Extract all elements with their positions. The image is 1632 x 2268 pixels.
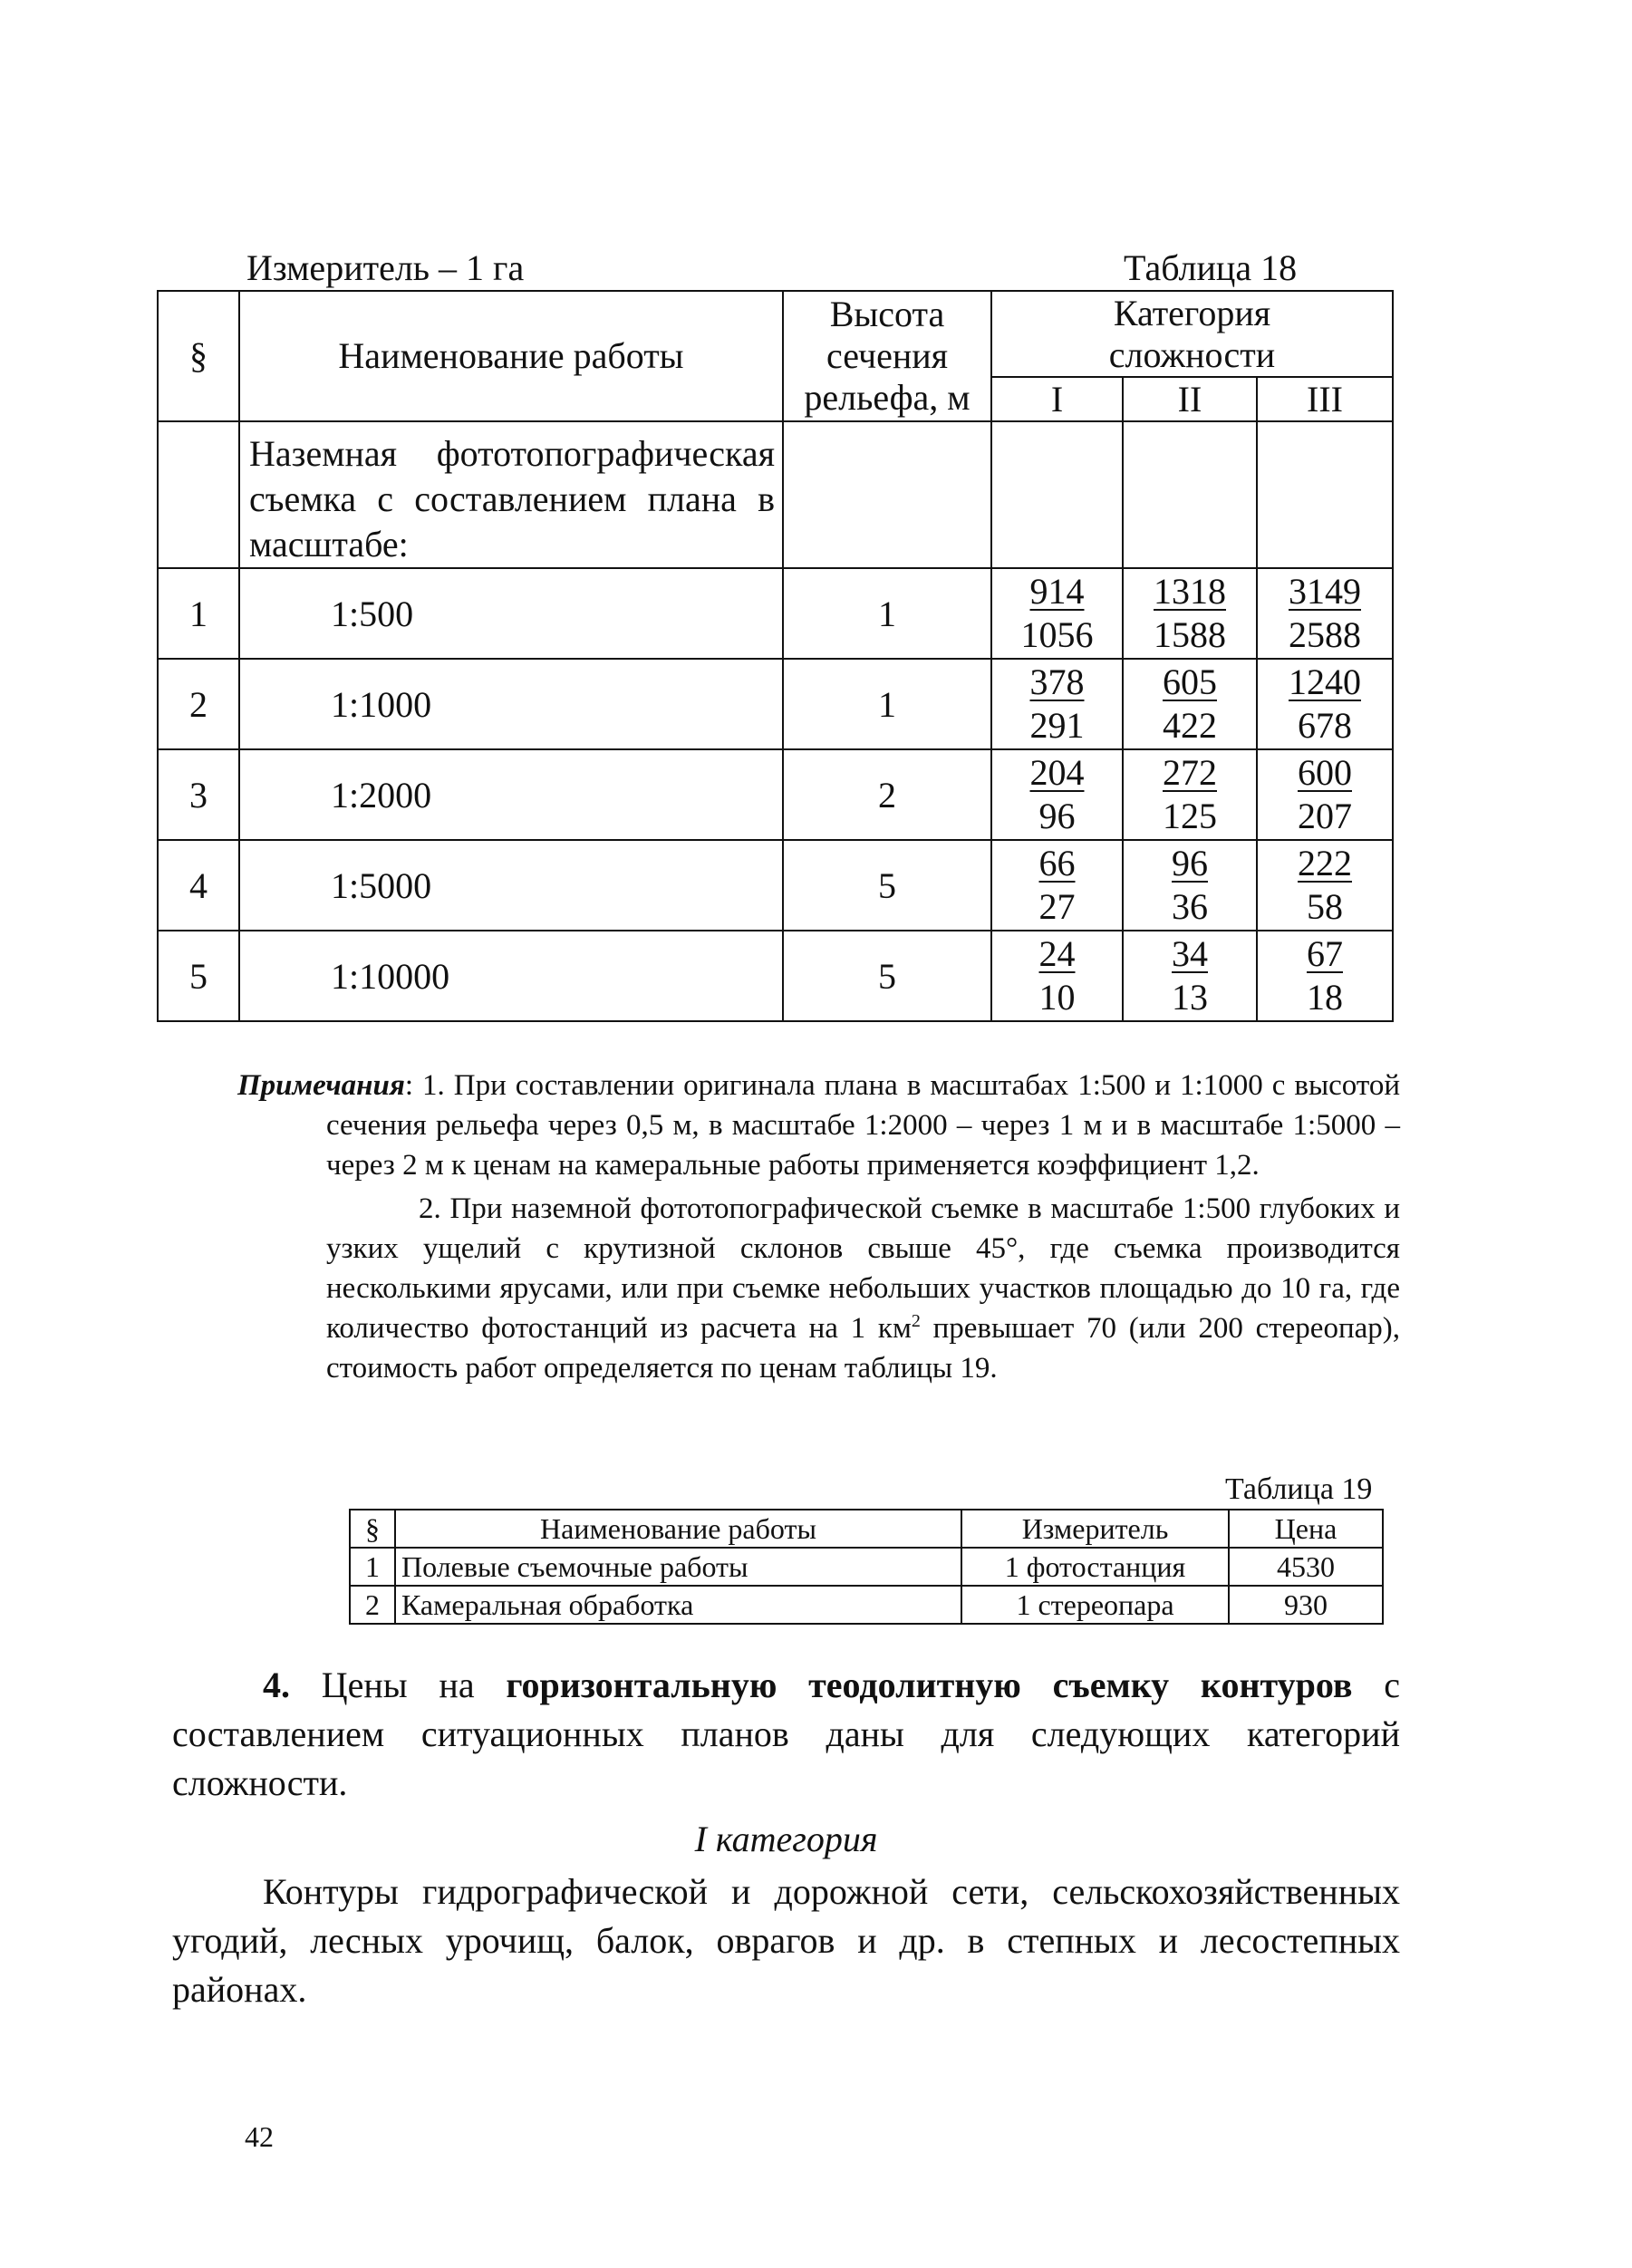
row-cat2-price: [1123, 931, 1257, 1021]
t19-row-measure: 1 стереопара: [961, 1586, 1229, 1624]
table-row: [158, 568, 1393, 659]
row-num: 5: [158, 931, 239, 1021]
header-category-line1: Категория: [1113, 292, 1271, 333]
note-2-text-b: превышает 70 (или 200 стереопар), стоимость работ определяется по ценам таблицы 19.: [326, 1312, 1401, 1385]
table-row: [158, 749, 1393, 840]
section-4-intro: [172, 1661, 1400, 1808]
office-price: 291: [1029, 705, 1085, 746]
note-1: Примечания: 1. При составлении оригинала плана в масштабах 1:500 и 1:1000 с высотой сечения рельефа через 0,5 м, в масштабе 1:2000 – через 1 м и в масштабе 1:5000 – через 2 м к ценам на камеральные работы применяется коэффициент 1,2.: [237, 1069, 1401, 1182]
row-cat3-price: [1257, 659, 1393, 749]
field-price: 272: [1163, 752, 1217, 793]
t19-header-name: Наименование работы: [395, 1510, 961, 1548]
field-price: 1318: [1154, 571, 1226, 612]
field-price: 96: [1172, 843, 1208, 883]
row-cat1-price: [991, 659, 1123, 749]
row-height: 2: [783, 749, 991, 840]
row-scale: 1:5000: [239, 840, 783, 931]
field-price: 378: [1029, 661, 1085, 702]
row-scale: 1:2000: [239, 749, 783, 840]
field-price: 24: [1038, 933, 1076, 974]
page-number: 42: [245, 2120, 274, 2153]
t19-row-measure: 1 фотостанция: [961, 1548, 1229, 1586]
note-2-superscript: 2: [911, 1311, 921, 1331]
t19-row-num: 2: [350, 1586, 395, 1624]
row-height: 5: [783, 931, 991, 1021]
office-price: 13: [1172, 977, 1208, 1018]
header-category: [991, 291, 1393, 377]
row-cat1-price: [991, 840, 1123, 931]
row-num: 4: [158, 840, 239, 931]
notes-label: Примечания: [237, 1069, 405, 1102]
field-price: 222: [1298, 843, 1352, 883]
office-price: 2588: [1289, 614, 1361, 655]
note-2: [237, 1189, 1400, 1388]
table-18: [157, 290, 1394, 1022]
t19-row-num: 1: [350, 1548, 395, 1586]
field-price: 600: [1298, 752, 1352, 793]
table18-measure: Измеритель – 1 га: [246, 247, 525, 288]
row-cat3-price: [1257, 749, 1393, 840]
office-price: 207: [1298, 796, 1352, 836]
table-row: [158, 840, 1393, 931]
row-cat3-price: [1257, 840, 1393, 931]
row-scale: 1:500: [239, 568, 783, 659]
intro-text: Наземная фототопографическая съемка с составлением плана в масштабе:: [239, 421, 783, 568]
t19-row-price: 4530: [1229, 1548, 1383, 1586]
field-price: 3149: [1289, 571, 1361, 612]
header-height-line3: рельефа, м: [804, 377, 971, 418]
office-price: 96: [1038, 796, 1076, 836]
header-cat3: III: [1257, 377, 1393, 421]
row-num: 1: [158, 568, 239, 659]
header-name: Наименование работы: [239, 291, 783, 421]
notes: [237, 1066, 1400, 1388]
row-scale: 1:10000: [239, 931, 783, 1021]
table-19: [349, 1509, 1384, 1625]
table-row: [158, 931, 1393, 1021]
office-price: 422: [1163, 705, 1217, 746]
row-cat1-price: [991, 568, 1123, 659]
section-4-number: 4.: [263, 1665, 290, 1705]
row-height: 1: [783, 568, 991, 659]
row-cat2-price: [1123, 749, 1257, 840]
header-num: §: [158, 291, 239, 421]
table-row: [350, 1586, 1383, 1624]
header-height: [783, 291, 991, 421]
category-heading: I категория: [694, 1819, 878, 1859]
row-cat2-price: [1123, 659, 1257, 749]
row-cat2-price: [1123, 840, 1257, 931]
row-cat3-price: [1257, 568, 1393, 659]
t19-header-measure: Измеритель: [961, 1510, 1229, 1548]
office-price: 36: [1172, 886, 1208, 927]
header-height-line2: сечения: [826, 335, 949, 376]
section-4: [172, 1661, 1400, 2014]
office-price: 10: [1038, 977, 1076, 1018]
header-cat1: I: [991, 377, 1123, 421]
t19-row-name: Камеральная обработка: [395, 1586, 961, 1624]
row-scale: 1:1000: [239, 659, 783, 749]
row-cat1-price: [991, 749, 1123, 840]
row-cat3-price: [1257, 931, 1393, 1021]
office-price: 1588: [1154, 614, 1226, 655]
field-price: 1240: [1289, 661, 1361, 702]
row-cat2-price: [1123, 568, 1257, 659]
row-cat1-price: [991, 931, 1123, 1021]
header-height-line1: Высота: [829, 294, 945, 334]
section-4-text-b: с составлением ситуационных планов даны для следующих категорий сложности.: [172, 1665, 1400, 1803]
note-2-text-a: 2. При наземной фототопографической съемке в масштабе 1:500 глубоких и узких ущелий с крутизной склонов свыше 45°, где съемка производится несколькими ярусами, или при съемке небольших участков площадью до 10 га, где количество фотостанций из расчета на 1 км: [326, 1192, 1400, 1345]
field-price: 204: [1029, 752, 1085, 793]
section-4-text-a: Цены на: [290, 1665, 507, 1705]
office-price: 58: [1307, 886, 1343, 927]
row-num: 2: [158, 659, 239, 749]
category-description: Контуры гидрографической и дорожной сети, сельскохозяйственных угодий, лесных урочищ, балок, оврагов и др. в степных и лесостепных районах.: [172, 1871, 1400, 2010]
table-row: [158, 659, 1393, 749]
table18-title: Таблица 18: [1124, 247, 1298, 288]
table-row: [350, 1548, 1383, 1586]
row-height: 5: [783, 840, 991, 931]
field-price: 605: [1163, 661, 1217, 702]
office-price: 27: [1038, 886, 1076, 927]
table19-title: Таблица 19: [1225, 1472, 1373, 1506]
field-price: 914: [1029, 571, 1085, 612]
office-price: 125: [1163, 796, 1217, 836]
t19-header-num: §: [350, 1510, 395, 1548]
office-price: 1056: [1020, 614, 1094, 655]
office-price: 678: [1298, 705, 1352, 746]
header-cat2: II: [1123, 377, 1257, 421]
t19-row-price: 930: [1229, 1586, 1383, 1624]
field-price: 67: [1307, 933, 1343, 974]
intro-num-cell: [158, 421, 239, 568]
t19-row-name: Полевые съемочные работы: [395, 1548, 961, 1586]
note-1-text: 1. При составлении оригинала плана в масштабах 1:500 и 1:1000 с высотой сечения рельефа через 0,5 м, в масштабе 1:2000 – через 1 м и в масштабе 1:5000 – через 2 м к ценам на камеральные работы применяется коэффициент 1,2.: [326, 1069, 1401, 1182]
row-height: 1: [783, 659, 991, 749]
office-price: 18: [1307, 977, 1343, 1018]
field-price: 34: [1172, 933, 1208, 974]
section-4-bold-text: горизонтальную теодолитную съемку контуров: [506, 1665, 1353, 1705]
field-price: 66: [1038, 843, 1076, 883]
t19-header-price: Цена: [1229, 1510, 1383, 1548]
header-category-line2: сложности: [1108, 333, 1276, 375]
row-num: 3: [158, 749, 239, 840]
